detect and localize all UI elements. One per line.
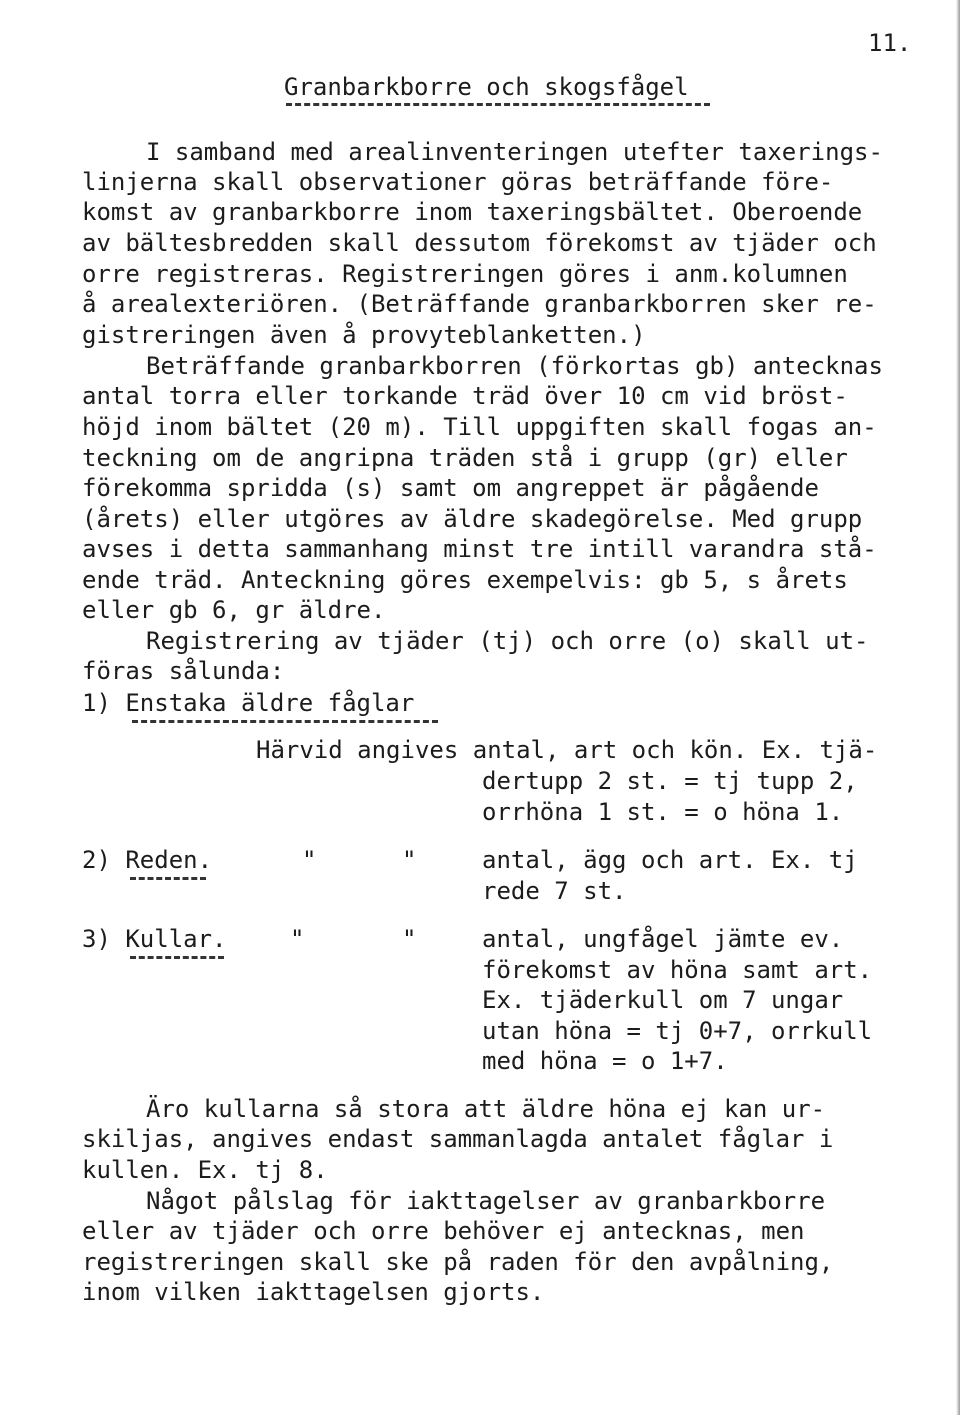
body-line: gistreringen även å provyteblanketten.) bbox=[82, 321, 646, 349]
body-line: teckning om de angripna träden stå i grupp (gr) eller bbox=[82, 444, 848, 472]
body-line: linjerna skall observationer göras beträffande före- bbox=[82, 168, 834, 196]
item-line: förekomst av höna samt art. bbox=[482, 956, 873, 984]
body-line: Registrering av tjäder (tj) och orre (o) skall ut- bbox=[146, 627, 869, 655]
ditto-mark: " bbox=[302, 846, 317, 874]
body-line: I samband med arealinventeringen utefter taxerings- bbox=[146, 138, 883, 166]
item-line: utan höna = tj 0+7, orrkull bbox=[482, 1017, 873, 1045]
item-line: rede 7 st. bbox=[482, 877, 627, 905]
body-line: orre registreras. Registreringen göres i anm.kolumnen bbox=[82, 260, 848, 288]
ditto-mark: " bbox=[402, 925, 417, 953]
item-underline-2 bbox=[130, 877, 206, 880]
body-line: Något pålslag för iakttagelser av granbarkborre bbox=[146, 1187, 826, 1215]
body-line: skiljas, angives endast sammanlagda antalet fåglar i bbox=[82, 1125, 834, 1153]
item-line: Ex. tjäderkull om 7 ungar bbox=[482, 986, 844, 1014]
item-line: dertupp 2 st. = tj tupp 2, bbox=[482, 767, 858, 795]
section-title: Granbarkborre och skogsfågel bbox=[284, 73, 689, 101]
item-line: antal, ägg och art. Ex. tj bbox=[482, 846, 858, 874]
item-line: orrhöna 1 st. = o höna 1. bbox=[482, 798, 844, 826]
item-heading-1: 1) Enstaka äldre fåglar bbox=[82, 689, 415, 717]
item-line: Härvid angives antal, art och kön. Ex. tjä- bbox=[256, 736, 878, 764]
body-line: registreringen skall ske på raden för den avpålning, bbox=[82, 1248, 834, 1276]
body-line: å arealexteriören. (Beträffande granbarkborren sker re- bbox=[82, 290, 877, 318]
page-number: 11. bbox=[868, 29, 912, 57]
body-line: Beträffande granbarkborren (förkortas gb) antecknas bbox=[146, 352, 883, 380]
item-line: med höna = o 1+7. bbox=[482, 1047, 728, 1075]
scan-edge-shadow bbox=[956, 0, 960, 1415]
title-underline bbox=[286, 103, 710, 106]
body-line: Äro kullarna så stora att äldre höna ej kan ur- bbox=[146, 1095, 826, 1123]
body-line: höjd inom bältet (20 m). Till uppgiften skall fogas an- bbox=[82, 413, 877, 441]
body-line: eller gb 6, gr äldre. bbox=[82, 596, 386, 624]
ditto-mark: " bbox=[290, 925, 305, 953]
body-line: eller av tjäder och orre behöver ej antecknas, men bbox=[82, 1217, 805, 1245]
item-line: antal, ungfågel jämte ev. bbox=[482, 925, 844, 953]
body-line: föras sålunda: bbox=[82, 657, 285, 685]
item-underline-1 bbox=[132, 720, 438, 723]
body-line: ende träd. Anteckning göres exempelvis: gb 5, s årets bbox=[82, 566, 848, 594]
item-underline-3 bbox=[130, 956, 224, 959]
body-line: antal torra eller torkande träd över 10 cm vid bröst- bbox=[82, 382, 848, 410]
item-heading-2: 2) Reden. bbox=[82, 846, 213, 874]
body-line: (årets) eller utgöres av äldre skadegörelse. Med grupp bbox=[82, 505, 863, 533]
body-line: kullen. Ex. tj 8. bbox=[82, 1156, 328, 1184]
item-heading-3: 3) Kullar. bbox=[82, 925, 227, 953]
body-line: förekomma spridda (s) samt om angreppet är pågående bbox=[82, 474, 819, 502]
body-line: avses i detta sammanhang minst tre intill varandra stå- bbox=[82, 535, 877, 563]
body-line: inom vilken iakttagelsen gjorts. bbox=[82, 1278, 545, 1306]
body-line: av bältesbredden skall dessutom förekomst av tjäder och bbox=[82, 229, 877, 257]
ditto-mark: " bbox=[402, 846, 417, 874]
body-line: komst av granbarkborre inom taxeringsbältet. Oberoende bbox=[82, 198, 863, 226]
